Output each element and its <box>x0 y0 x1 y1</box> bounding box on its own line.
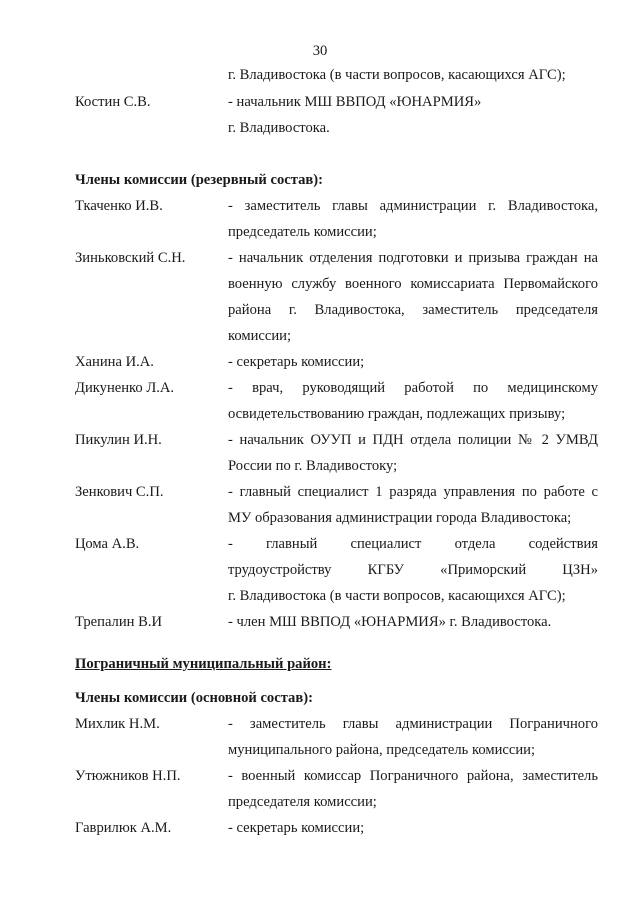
member-desc-line: - начальник ОУУП и ПДН отдела полиции № 2 УМВД <box>228 432 598 448</box>
continuation-line: г. Владивостока (в части вопросов, касающихся АГС); <box>228 67 566 83</box>
member-name: Пикулин И.Н. <box>75 432 162 448</box>
member-name: Зенкович С.П. <box>75 484 164 500</box>
member-name: Ханина И.А. <box>75 354 154 370</box>
member-desc-line: освидетельствованию граждан, подлежащих призыву; <box>228 406 566 422</box>
member-desc-line: - секретарь комиссии; <box>228 820 365 836</box>
member-name: Утюжников Н.П. <box>75 768 181 784</box>
member-name: Зиньковский С.Н. <box>75 250 186 266</box>
member-desc-line: - начальник МШ ВВПОД «ЮНАРМИЯ» <box>228 94 482 110</box>
member-desc-line: председатель комиссии; <box>228 224 377 240</box>
member-name: Гаврилюк А.М. <box>75 820 172 836</box>
member-name: Цома А.В. <box>75 536 140 552</box>
member-name: Михлик Н.М. <box>75 716 160 732</box>
member-desc-line: военную службу военного комиссариата Первомайского <box>228 276 598 292</box>
member-desc-line: муниципального района, председатель комиссии; <box>228 742 536 758</box>
member-desc-line: - врач, руководящий работой по медицинскому <box>228 380 598 396</box>
member-desc-line: комиссии; <box>228 328 292 344</box>
section-heading-reserve: Члены комиссии (резервный состав): <box>75 172 323 188</box>
member-desc-line: - главный специалист 1 разряда управления по работе с <box>228 484 598 500</box>
section-heading-main: Члены комиссии (основной состав): <box>75 690 313 706</box>
member-desc-line: - начальник отделения подготовки и призыва граждан на <box>228 250 598 266</box>
member-desc-line: - главный специалист отдела содействия <box>228 536 598 552</box>
page-number: 30 <box>312 43 328 59</box>
member-desc-line: - заместитель главы администрации Пограничного <box>228 716 598 732</box>
member-desc-line: - член МШ ВВПОД «ЮНАРМИЯ» г. Владивостока. <box>228 614 552 630</box>
member-desc-line: - заместитель главы администрации г. Владивостока, <box>228 198 598 214</box>
member-desc-line: МУ образования администрации города Владивостока; <box>228 510 572 526</box>
member-desc-line: России по г. Владивостоку; <box>228 458 398 474</box>
member-name: Ткаченко И.В. <box>75 198 163 214</box>
member-name: Костин С.В. <box>75 94 151 110</box>
member-desc-line: председателя комиссии; <box>228 794 377 810</box>
member-desc-line: г. Владивостока. <box>228 120 330 136</box>
member-desc-line: - военный комиссар Пограничного района, заместитель <box>228 768 598 784</box>
member-name: Дикуненко Л.А. <box>75 380 175 396</box>
member-desc-line: района г. Владивостока, заместитель председателя <box>228 302 598 318</box>
member-desc-line: трудоустройству КГБУ «Приморский ЦЗН» <box>228 562 598 578</box>
member-desc-line: г. Владивостока (в части вопросов, касающихся АГС); <box>228 588 566 604</box>
member-desc-line: - секретарь комиссии; <box>228 354 365 370</box>
member-name: Трепалин В.И <box>75 614 163 630</box>
district-heading: Пограничный муниципальный район: <box>75 656 332 672</box>
